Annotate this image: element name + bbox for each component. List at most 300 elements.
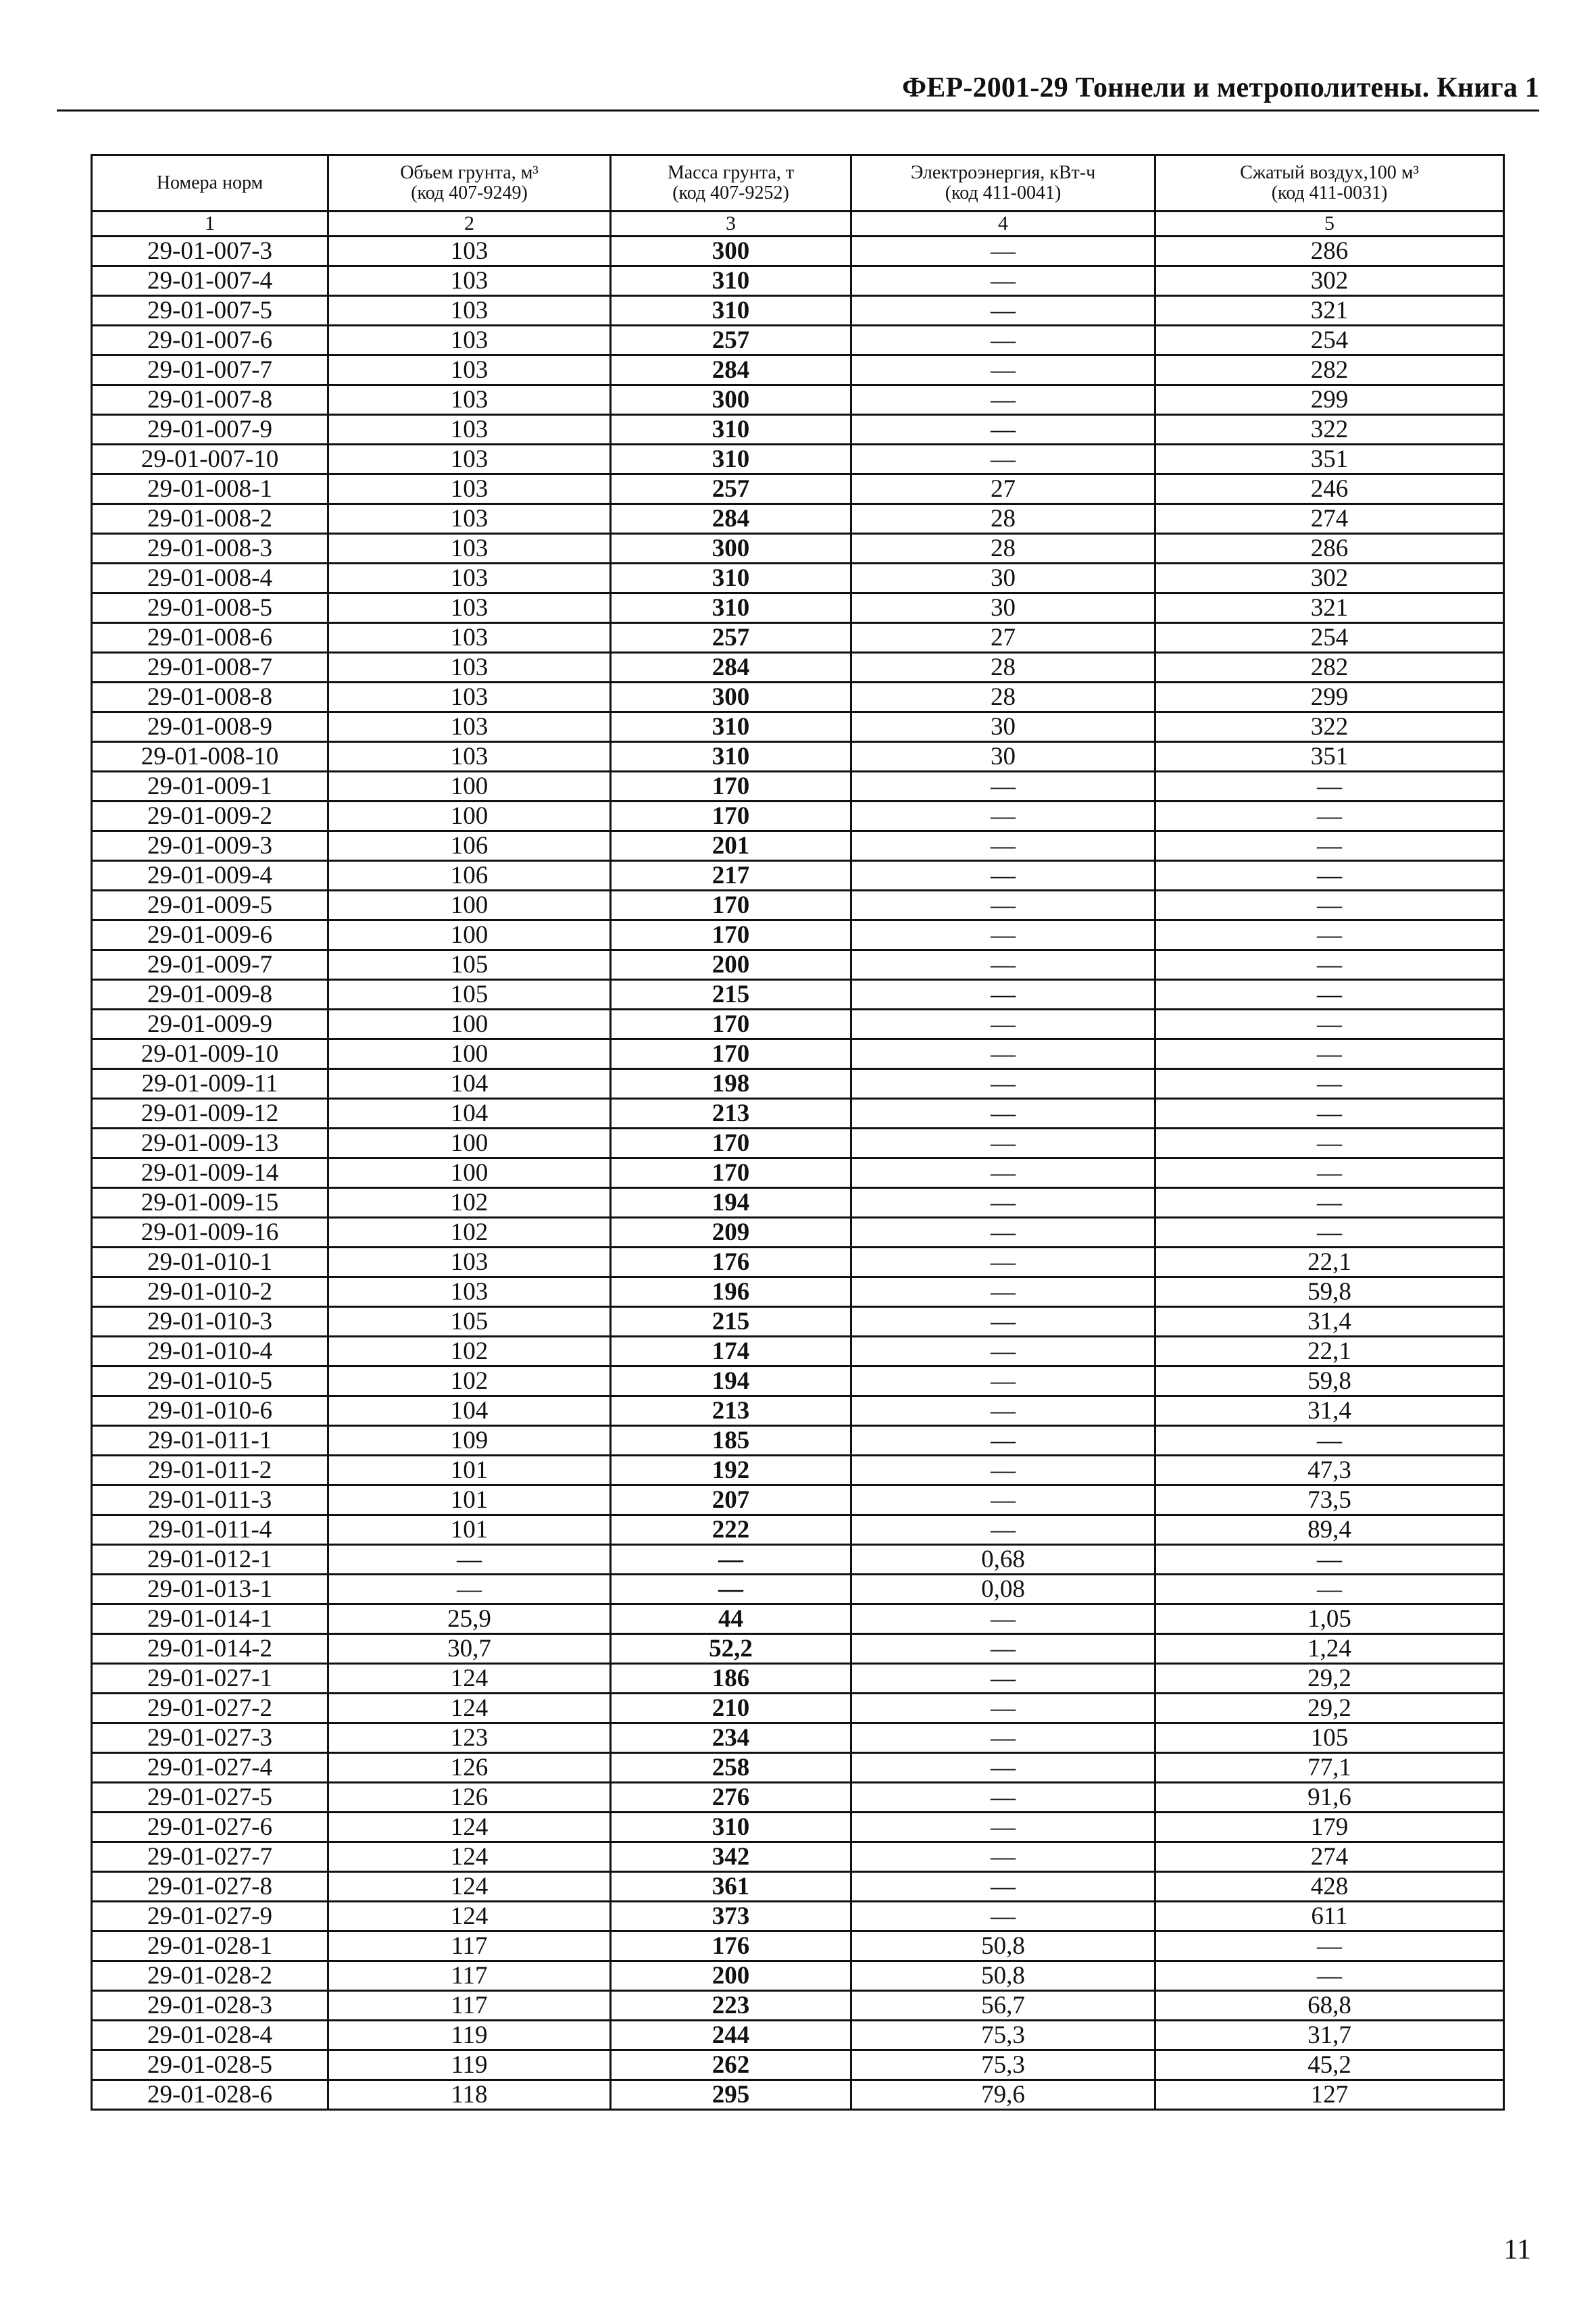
soil-volume-cell: 103 <box>328 237 611 266</box>
soil-volume-cell: 104 <box>328 1099 611 1129</box>
table-row <box>92 1902 1504 1931</box>
soil-mass-cell: 284 <box>611 355 851 385</box>
soil-mass-cell: 300 <box>611 237 851 266</box>
electricity-cell: — <box>851 1842 1155 1872</box>
compressed-air-cell: 321 <box>1155 296 1504 326</box>
soil-mass-cell: 295 <box>611 2080 851 2110</box>
table-row <box>92 891 1504 920</box>
soil-volume-cell: 109 <box>328 1426 611 1456</box>
compressed-air-cell: 299 <box>1155 683 1504 712</box>
column-header-soil-volume: Объем грунта, м³ (код 407-9249) <box>328 155 611 212</box>
soil-volume-cell: 103 <box>328 504 611 534</box>
soil-mass-cell: 310 <box>611 712 851 742</box>
soil-mass-cell: 276 <box>611 1783 851 1813</box>
electricity-cell: — <box>851 1277 1155 1307</box>
table-row <box>92 1248 1504 1277</box>
norm-number-cell: 29-01-007-8 <box>92 385 328 415</box>
electricity-cell: — <box>851 980 1155 1010</box>
norm-number-cell: 29-01-008-2 <box>92 504 328 534</box>
norm-number-cell: 29-01-028-2 <box>92 1961 328 1991</box>
compressed-air-cell: — <box>1155 802 1504 831</box>
table-row <box>92 1604 1504 1634</box>
soil-mass-cell: 258 <box>611 1753 851 1783</box>
soil-volume-cell: 102 <box>328 1188 611 1218</box>
table-row <box>92 296 1504 326</box>
table-row <box>92 1872 1504 1902</box>
soil-volume-cell: 103 <box>328 1277 611 1307</box>
soil-mass-cell: 222 <box>611 1515 851 1545</box>
soil-mass-cell: — <box>611 1575 851 1604</box>
compressed-air-cell: 274 <box>1155 504 1504 534</box>
electricity-cell: 30 <box>851 712 1155 742</box>
soil-mass-cell: 207 <box>611 1485 851 1515</box>
norm-number-cell: 29-01-027-2 <box>92 1694 328 1723</box>
electricity-cell: — <box>851 1188 1155 1218</box>
soil-volume-cell: 118 <box>328 2080 611 2110</box>
electricity-cell: 79,6 <box>851 2080 1155 2110</box>
compressed-air-cell: 31,4 <box>1155 1396 1504 1426</box>
soil-mass-cell: 170 <box>611 1039 851 1069</box>
page-number: 11 <box>1503 2234 1531 2265</box>
compressed-air-cell: 611 <box>1155 1902 1504 1931</box>
soil-volume-cell: 124 <box>328 1664 611 1694</box>
compressed-air-cell: — <box>1155 980 1504 1010</box>
norm-number-cell: 29-01-007-5 <box>92 296 328 326</box>
soil-volume-cell: 103 <box>328 653 611 683</box>
table-row <box>92 1010 1504 1039</box>
compressed-air-cell: 322 <box>1155 415 1504 445</box>
table-row <box>92 415 1504 445</box>
table-row <box>92 1277 1504 1307</box>
column-number: 1 <box>92 212 328 237</box>
compressed-air-cell: — <box>1155 1099 1504 1129</box>
soil-mass-cell: 310 <box>611 445 851 474</box>
norm-number-cell: 29-01-008-8 <box>92 683 328 712</box>
compressed-air-cell: 1,05 <box>1155 1604 1504 1634</box>
norm-number-cell: 29-01-007-9 <box>92 415 328 445</box>
soil-mass-cell: 210 <box>611 1694 851 1723</box>
table-row <box>92 1099 1504 1129</box>
soil-mass-cell: 201 <box>611 831 851 861</box>
soil-mass-cell: 44 <box>611 1604 851 1634</box>
table-row <box>92 564 1504 593</box>
electricity-cell: 75,3 <box>851 2050 1155 2080</box>
compressed-air-cell: 286 <box>1155 237 1504 266</box>
soil-volume-cell: 100 <box>328 920 611 950</box>
column-header-soil-mass: Масса грунта, т (код 407-9252) <box>611 155 851 212</box>
compressed-air-cell: 428 <box>1155 1872 1504 1902</box>
soil-volume-cell: 117 <box>328 1931 611 1961</box>
norm-number-cell: 29-01-008-7 <box>92 653 328 683</box>
soil-volume-cell: 100 <box>328 1158 611 1188</box>
norm-number-cell: 29-01-009-12 <box>92 1099 328 1129</box>
soil-volume-cell: 117 <box>328 1991 611 2021</box>
compressed-air-cell: 22,1 <box>1155 1248 1504 1277</box>
electricity-cell: 30 <box>851 742 1155 772</box>
table-row <box>92 1991 1504 2021</box>
soil-mass-cell: 215 <box>611 1307 851 1337</box>
norm-number-cell: 29-01-007-10 <box>92 445 328 474</box>
compressed-air-cell: — <box>1155 920 1504 950</box>
soil-mass-cell: 310 <box>611 296 851 326</box>
norm-number-cell: 29-01-027-9 <box>92 1902 328 1931</box>
soil-mass-cell: 361 <box>611 1872 851 1902</box>
norm-number-cell: 29-01-009-14 <box>92 1158 328 1188</box>
soil-mass-cell: 170 <box>611 1129 851 1158</box>
compressed-air-cell: — <box>1155 1545 1504 1575</box>
soil-volume-cell: 103 <box>328 1248 611 1277</box>
norm-number-cell: 29-01-027-5 <box>92 1783 328 1813</box>
compressed-air-cell: 105 <box>1155 1723 1504 1753</box>
soil-mass-cell: 310 <box>611 415 851 445</box>
electricity-cell: 50,8 <box>851 1961 1155 1991</box>
soil-mass-cell: 209 <box>611 1218 851 1248</box>
norm-number-cell: 29-01-007-3 <box>92 237 328 266</box>
soil-mass-cell: 194 <box>611 1367 851 1396</box>
running-header <box>57 65 1539 112</box>
compressed-air-cell: — <box>1155 831 1504 861</box>
electricity-cell: — <box>851 1664 1155 1694</box>
electricity-cell: — <box>851 1872 1155 1902</box>
soil-volume-cell: 101 <box>328 1515 611 1545</box>
table-row <box>92 1515 1504 1545</box>
electricity-cell: 75,3 <box>851 2021 1155 2050</box>
electricity-cell: — <box>851 1426 1155 1456</box>
table-row <box>92 1694 1504 1723</box>
electricity-cell: — <box>851 1367 1155 1396</box>
norm-number-cell: 29-01-009-6 <box>92 920 328 950</box>
soil-mass-cell: 176 <box>611 1248 851 1277</box>
norm-number-cell: 29-01-009-4 <box>92 861 328 891</box>
table-row <box>92 1575 1504 1604</box>
norm-number-cell: 29-01-010-1 <box>92 1248 328 1277</box>
soil-mass-cell: 170 <box>611 1010 851 1039</box>
soil-mass-cell: 300 <box>611 385 851 415</box>
soil-volume-cell: 119 <box>328 2050 611 2080</box>
norm-number-cell: 29-01-008-9 <box>92 712 328 742</box>
table-row <box>92 355 1504 385</box>
electricity-cell: 50,8 <box>851 1931 1155 1961</box>
norm-number-cell: 29-01-009-9 <box>92 1010 328 1039</box>
compressed-air-cell: 91,6 <box>1155 1783 1504 1813</box>
electricity-cell: — <box>851 1307 1155 1337</box>
soil-volume-cell: 103 <box>328 712 611 742</box>
compressed-air-cell: 299 <box>1155 385 1504 415</box>
norm-number-cell: 29-01-009-1 <box>92 772 328 802</box>
table-row <box>92 950 1504 980</box>
compressed-air-cell: 31,4 <box>1155 1307 1504 1337</box>
soil-volume-cell: 100 <box>328 891 611 920</box>
soil-mass-cell: 185 <box>611 1426 851 1456</box>
table-row <box>92 534 1504 564</box>
soil-volume-cell: 103 <box>328 355 611 385</box>
compressed-air-cell: 59,8 <box>1155 1277 1504 1307</box>
table-row <box>92 385 1504 415</box>
norm-number-cell: 29-01-027-3 <box>92 1723 328 1753</box>
compressed-air-cell: 286 <box>1155 534 1504 564</box>
table-row <box>92 1069 1504 1099</box>
norm-number-cell: 29-01-009-2 <box>92 802 328 831</box>
electricity-cell: — <box>851 1099 1155 1129</box>
electricity-cell: 0,68 <box>851 1545 1155 1575</box>
compressed-air-cell: — <box>1155 861 1504 891</box>
norm-number-cell: 29-01-008-4 <box>92 564 328 593</box>
electricity-cell: 30 <box>851 564 1155 593</box>
compressed-air-cell: 282 <box>1155 653 1504 683</box>
soil-volume-cell: 103 <box>328 683 611 712</box>
soil-volume-cell: — <box>328 1575 611 1604</box>
soil-mass-cell: 257 <box>611 623 851 653</box>
electricity-cell: — <box>851 1456 1155 1485</box>
soil-volume-cell: 103 <box>328 534 611 564</box>
compressed-air-cell: 1,24 <box>1155 1634 1504 1664</box>
table-row <box>92 326 1504 355</box>
electricity-cell: — <box>851 1753 1155 1783</box>
compressed-air-cell: — <box>1155 1129 1504 1158</box>
compressed-air-cell: 179 <box>1155 1813 1504 1842</box>
norm-number-cell: 29-01-014-1 <box>92 1604 328 1634</box>
table-row <box>92 593 1504 623</box>
soil-volume-cell: 103 <box>328 593 611 623</box>
electricity-cell: 30 <box>851 593 1155 623</box>
column-number-row <box>92 212 1504 237</box>
table-row <box>92 474 1504 504</box>
compressed-air-cell: — <box>1155 1010 1504 1039</box>
norm-number-cell: 29-01-007-6 <box>92 326 328 355</box>
column-header-norm-numbers: Номера норм <box>92 155 328 212</box>
compressed-air-cell: 254 <box>1155 326 1504 355</box>
column-number: 5 <box>1155 212 1504 237</box>
electricity-cell: — <box>851 1813 1155 1842</box>
soil-mass-cell: 310 <box>611 1813 851 1842</box>
table-row <box>92 1723 1504 1753</box>
norm-number-cell: 29-01-011-1 <box>92 1426 328 1456</box>
electricity-cell: — <box>851 920 1155 950</box>
table-row <box>92 653 1504 683</box>
soil-mass-cell: 176 <box>611 1931 851 1961</box>
compressed-air-cell: 127 <box>1155 2080 1504 2110</box>
table-row <box>92 1485 1504 1515</box>
table-row <box>92 1456 1504 1485</box>
soil-volume-cell: 126 <box>328 1783 611 1813</box>
soil-mass-cell: 200 <box>611 950 851 980</box>
electricity-cell: — <box>851 1783 1155 1813</box>
norm-number-cell: 29-01-011-2 <box>92 1456 328 1485</box>
soil-mass-cell: 200 <box>611 1961 851 1991</box>
soil-mass-cell: 194 <box>611 1188 851 1218</box>
soil-volume-cell: 30,7 <box>328 1634 611 1664</box>
table-row <box>92 802 1504 831</box>
table-row <box>92 445 1504 474</box>
soil-mass-cell: 234 <box>611 1723 851 1753</box>
soil-volume-cell: 103 <box>328 385 611 415</box>
soil-volume-cell: 106 <box>328 861 611 891</box>
soil-mass-cell: 257 <box>611 474 851 504</box>
soil-mass-cell: 310 <box>611 593 851 623</box>
electricity-cell: — <box>851 385 1155 415</box>
compressed-air-cell: 351 <box>1155 742 1504 772</box>
soil-volume-cell: 100 <box>328 1129 611 1158</box>
table-row <box>92 1367 1504 1396</box>
electricity-cell: — <box>851 1010 1155 1039</box>
soil-volume-cell: 103 <box>328 564 611 593</box>
compressed-air-cell: — <box>1155 1575 1504 1604</box>
norm-number-cell: 29-01-028-4 <box>92 2021 328 2050</box>
soil-volume-cell: 104 <box>328 1396 611 1426</box>
compressed-air-cell: 246 <box>1155 474 1504 504</box>
electricity-cell: 27 <box>851 623 1155 653</box>
soil-volume-cell: 124 <box>328 1872 611 1902</box>
electricity-cell: — <box>851 1069 1155 1099</box>
table-row <box>92 1842 1504 1872</box>
table-row <box>92 1634 1504 1664</box>
norm-number-cell: 29-01-007-4 <box>92 266 328 296</box>
norm-number-cell: 29-01-028-1 <box>92 1931 328 1961</box>
soil-volume-cell: 103 <box>328 326 611 355</box>
norm-number-cell: 29-01-007-7 <box>92 355 328 385</box>
table-row <box>92 1931 1504 1961</box>
norm-number-cell: 29-01-010-2 <box>92 1277 328 1307</box>
compressed-air-cell: 22,1 <box>1155 1337 1504 1367</box>
norm-number-cell: 29-01-027-8 <box>92 1872 328 1902</box>
soil-volume-cell: 100 <box>328 772 611 802</box>
electricity-cell: 28 <box>851 504 1155 534</box>
soil-volume-cell: 117 <box>328 1961 611 1991</box>
electricity-cell: — <box>851 802 1155 831</box>
table-row <box>92 1307 1504 1337</box>
norm-number-cell: 29-01-027-1 <box>92 1664 328 1694</box>
electricity-cell: — <box>851 237 1155 266</box>
soil-mass-cell: 186 <box>611 1664 851 1694</box>
norm-number-cell: 29-01-009-5 <box>92 891 328 920</box>
soil-mass-cell: 213 <box>611 1396 851 1426</box>
compressed-air-cell: — <box>1155 950 1504 980</box>
norm-number-cell: 29-01-009-15 <box>92 1188 328 1218</box>
header-row <box>92 155 1504 212</box>
compressed-air-cell: 47,3 <box>1155 1456 1504 1485</box>
compressed-air-cell: — <box>1155 1188 1504 1218</box>
soil-volume-cell: 100 <box>328 1010 611 1039</box>
norm-number-cell: 29-01-008-1 <box>92 474 328 504</box>
electricity-cell: — <box>851 1723 1155 1753</box>
electricity-cell: — <box>851 891 1155 920</box>
table-row <box>92 742 1504 772</box>
table-row <box>92 1426 1504 1456</box>
compressed-air-cell: 77,1 <box>1155 1753 1504 1783</box>
electricity-cell: 28 <box>851 683 1155 712</box>
table-row <box>92 1039 1504 1069</box>
soil-volume-cell: 106 <box>328 831 611 861</box>
table-row <box>92 1396 1504 1426</box>
electricity-cell: — <box>851 1039 1155 1069</box>
norms-table <box>91 154 1505 2111</box>
norm-number-cell: 29-01-008-5 <box>92 593 328 623</box>
soil-volume-cell: 103 <box>328 415 611 445</box>
soil-volume-cell: 103 <box>328 296 611 326</box>
norm-number-cell: 29-01-009-8 <box>92 980 328 1010</box>
norm-number-cell: 29-01-009-3 <box>92 831 328 861</box>
soil-volume-cell: 104 <box>328 1069 611 1099</box>
electricity-cell: — <box>851 1248 1155 1277</box>
norm-number-cell: 29-01-010-4 <box>92 1337 328 1367</box>
electricity-cell: 0,08 <box>851 1575 1155 1604</box>
table-row <box>92 1158 1504 1188</box>
soil-volume-cell: 105 <box>328 950 611 980</box>
norm-number-cell: 29-01-009-13 <box>92 1129 328 1158</box>
electricity-cell: — <box>851 1337 1155 1367</box>
table-row <box>92 266 1504 296</box>
soil-mass-cell: 170 <box>611 1158 851 1188</box>
electricity-cell: — <box>851 1634 1155 1664</box>
norm-number-cell: 29-01-010-5 <box>92 1367 328 1396</box>
compressed-air-cell: 322 <box>1155 712 1504 742</box>
soil-volume-cell: 124 <box>328 1842 611 1872</box>
norm-number-cell: 29-01-028-3 <box>92 1991 328 2021</box>
soil-volume-cell: 103 <box>328 266 611 296</box>
norm-number-cell: 29-01-013-1 <box>92 1575 328 1604</box>
soil-volume-cell: 119 <box>328 2021 611 2050</box>
norm-number-cell: 29-01-010-6 <box>92 1396 328 1426</box>
compressed-air-cell: 351 <box>1155 445 1504 474</box>
electricity-cell: — <box>851 1902 1155 1931</box>
soil-mass-cell: 170 <box>611 802 851 831</box>
compressed-air-cell: — <box>1155 891 1504 920</box>
soil-volume-cell: 101 <box>328 1485 611 1515</box>
table-row <box>92 683 1504 712</box>
table-row <box>92 1961 1504 1991</box>
compressed-air-cell: — <box>1155 772 1504 802</box>
soil-mass-cell: 217 <box>611 861 851 891</box>
soil-mass-cell: 257 <box>611 326 851 355</box>
soil-mass-cell: 213 <box>611 1099 851 1129</box>
electricity-cell: — <box>851 1396 1155 1426</box>
table-body <box>92 237 1504 2110</box>
norm-number-cell: 29-01-008-3 <box>92 534 328 564</box>
norm-number-cell: 29-01-011-3 <box>92 1485 328 1515</box>
compressed-air-cell: — <box>1155 1218 1504 1248</box>
table-row <box>92 2050 1504 2080</box>
soil-volume-cell: 123 <box>328 1723 611 1753</box>
soil-mass-cell: 192 <box>611 1456 851 1485</box>
compressed-air-cell: — <box>1155 1426 1504 1456</box>
norm-number-cell: 29-01-009-11 <box>92 1069 328 1099</box>
compressed-air-cell: — <box>1155 1931 1504 1961</box>
soil-mass-cell: 284 <box>611 653 851 683</box>
soil-volume-cell: 100 <box>328 1039 611 1069</box>
compressed-air-cell: — <box>1155 1961 1504 1991</box>
electricity-cell: — <box>851 1129 1155 1158</box>
table-row <box>92 1337 1504 1367</box>
electricity-cell: 27 <box>851 474 1155 504</box>
page-title: ФЕР-2001-29 Тоннели и метрополитены. Книга 1 <box>902 72 1539 103</box>
norm-number-cell: 29-01-028-5 <box>92 2050 328 2080</box>
electricity-cell: — <box>851 772 1155 802</box>
norm-number-cell: 29-01-010-3 <box>92 1307 328 1337</box>
soil-mass-cell: 170 <box>611 920 851 950</box>
electricity-cell: — <box>851 861 1155 891</box>
soil-mass-cell: 215 <box>611 980 851 1010</box>
soil-volume-cell: 103 <box>328 742 611 772</box>
column-header-compressed-air: Сжатый воздух,100 м³ (код 411-0031) <box>1155 155 1504 212</box>
compressed-air-cell: — <box>1155 1069 1504 1099</box>
compressed-air-cell: 282 <box>1155 355 1504 385</box>
soil-volume-cell: 126 <box>328 1753 611 1783</box>
soil-volume-cell: 124 <box>328 1902 611 1931</box>
soil-volume-cell: 102 <box>328 1337 611 1367</box>
compressed-air-cell: 73,5 <box>1155 1485 1504 1515</box>
soil-mass-cell: 342 <box>611 1842 851 1872</box>
soil-mass-cell: 52,2 <box>611 1634 851 1664</box>
